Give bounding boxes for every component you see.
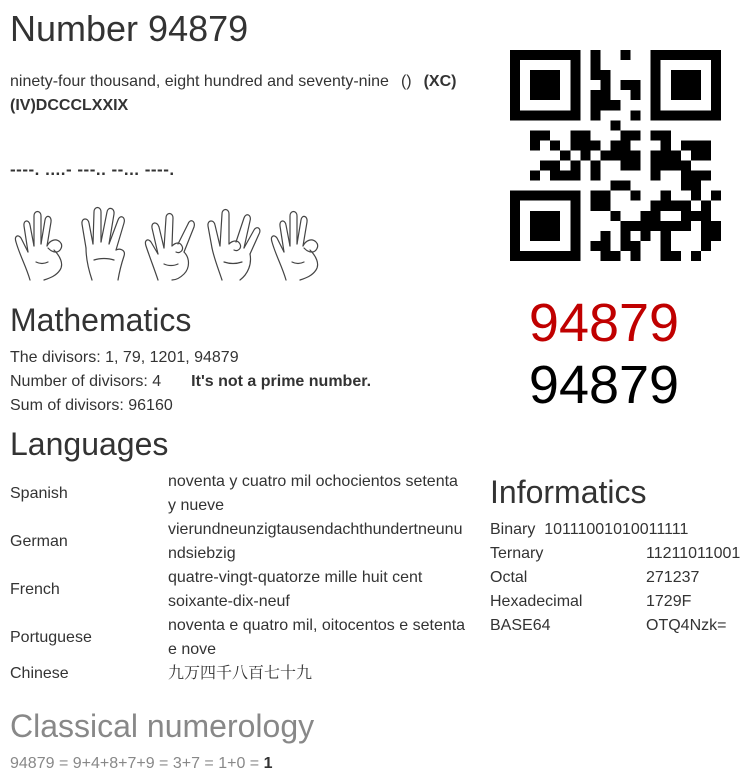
hand-sign-9-icon (266, 204, 330, 284)
languages-table (10, 470, 468, 686)
hand-sign-9-icon (10, 204, 74, 284)
info-key: Binary (490, 521, 536, 538)
table-row (490, 614, 740, 638)
info-value: 1729F (646, 593, 692, 610)
info-value: 11211011001 (646, 545, 741, 562)
hand-sign-7-icon (202, 204, 266, 284)
numerology-formula (10, 752, 272, 776)
table-row (10, 662, 468, 686)
sign-language-hands (10, 204, 330, 284)
numerology-heading: Classical numerology (10, 708, 315, 744)
table-row (490, 566, 740, 590)
numerology-sum: 94879 = 9+4+8+7+9 = 3+7 = 1+0 = (10, 755, 264, 772)
info-value: 10111001010011111 (544, 521, 689, 538)
info-value: OTQ4Nzk= (646, 617, 727, 634)
binary-row (490, 518, 740, 542)
table-row (10, 470, 468, 518)
language-value: 九万四千八百七十九 (168, 665, 313, 682)
words-paren: () (400, 73, 412, 90)
hand-sign-4-icon (74, 204, 138, 284)
prime-status: It's not a prime number. (191, 373, 372, 390)
divisors-line: The divisors: 1, 79, 1201, 94879 (10, 349, 239, 366)
hand-sign-8-icon (138, 204, 202, 284)
qr-code-icon (510, 50, 721, 261)
divisor-count-line (10, 370, 371, 394)
info-key: Octal (490, 569, 528, 586)
info-key: Ternary (490, 545, 544, 562)
table-row (490, 518, 740, 542)
language-name: German (10, 533, 68, 550)
number-in-words (10, 70, 472, 118)
morse-code: ----. ....- ---.. --... ----. (10, 160, 175, 179)
language-name: Spanish (10, 485, 68, 502)
language-name: Chinese (10, 665, 69, 682)
mathematics-heading: Mathematics (10, 302, 192, 338)
language-value: quatre-vingt-quatorze mille huit cent soixante-dix-neuf (168, 569, 423, 610)
roman-numeral: (XC)(IV)DCCCLXXIX (10, 73, 457, 114)
language-value: noventa y cuatro mil ochocientos setenta y nueve (168, 473, 458, 514)
language-value: vierundneunzigtausendachthundertneunundsiebzig (168, 521, 463, 562)
informatics-table (490, 518, 740, 638)
table-row (10, 566, 468, 614)
table-row (490, 542, 740, 566)
table-row (490, 590, 740, 614)
info-key: Hexadecimal (490, 593, 583, 610)
language-name: Portuguese (10, 629, 92, 646)
numerology-result: 1 (263, 755, 273, 772)
big-number-black: 94879 (528, 355, 680, 415)
info-value: 271237 (646, 569, 700, 586)
divisor-count: Number of divisors: 4 (10, 373, 162, 390)
language-name: French (10, 581, 60, 598)
divisor-sum-line: Sum of divisors: 96160 (10, 397, 173, 414)
language-value: noventa e quatro mil, oitocentos e setenta e nove (168, 617, 466, 658)
info-key: BASE64 (490, 617, 551, 634)
languages-heading: Languages (10, 426, 169, 462)
informatics-heading: Informatics (490, 474, 647, 510)
page-title: Number 94879 (10, 8, 249, 49)
words-text: ninety-four thousand, eight hundred and seventy-nine (10, 73, 389, 90)
table-row (10, 614, 468, 662)
table-row (10, 518, 468, 566)
big-number-red: 94879 (528, 293, 680, 353)
